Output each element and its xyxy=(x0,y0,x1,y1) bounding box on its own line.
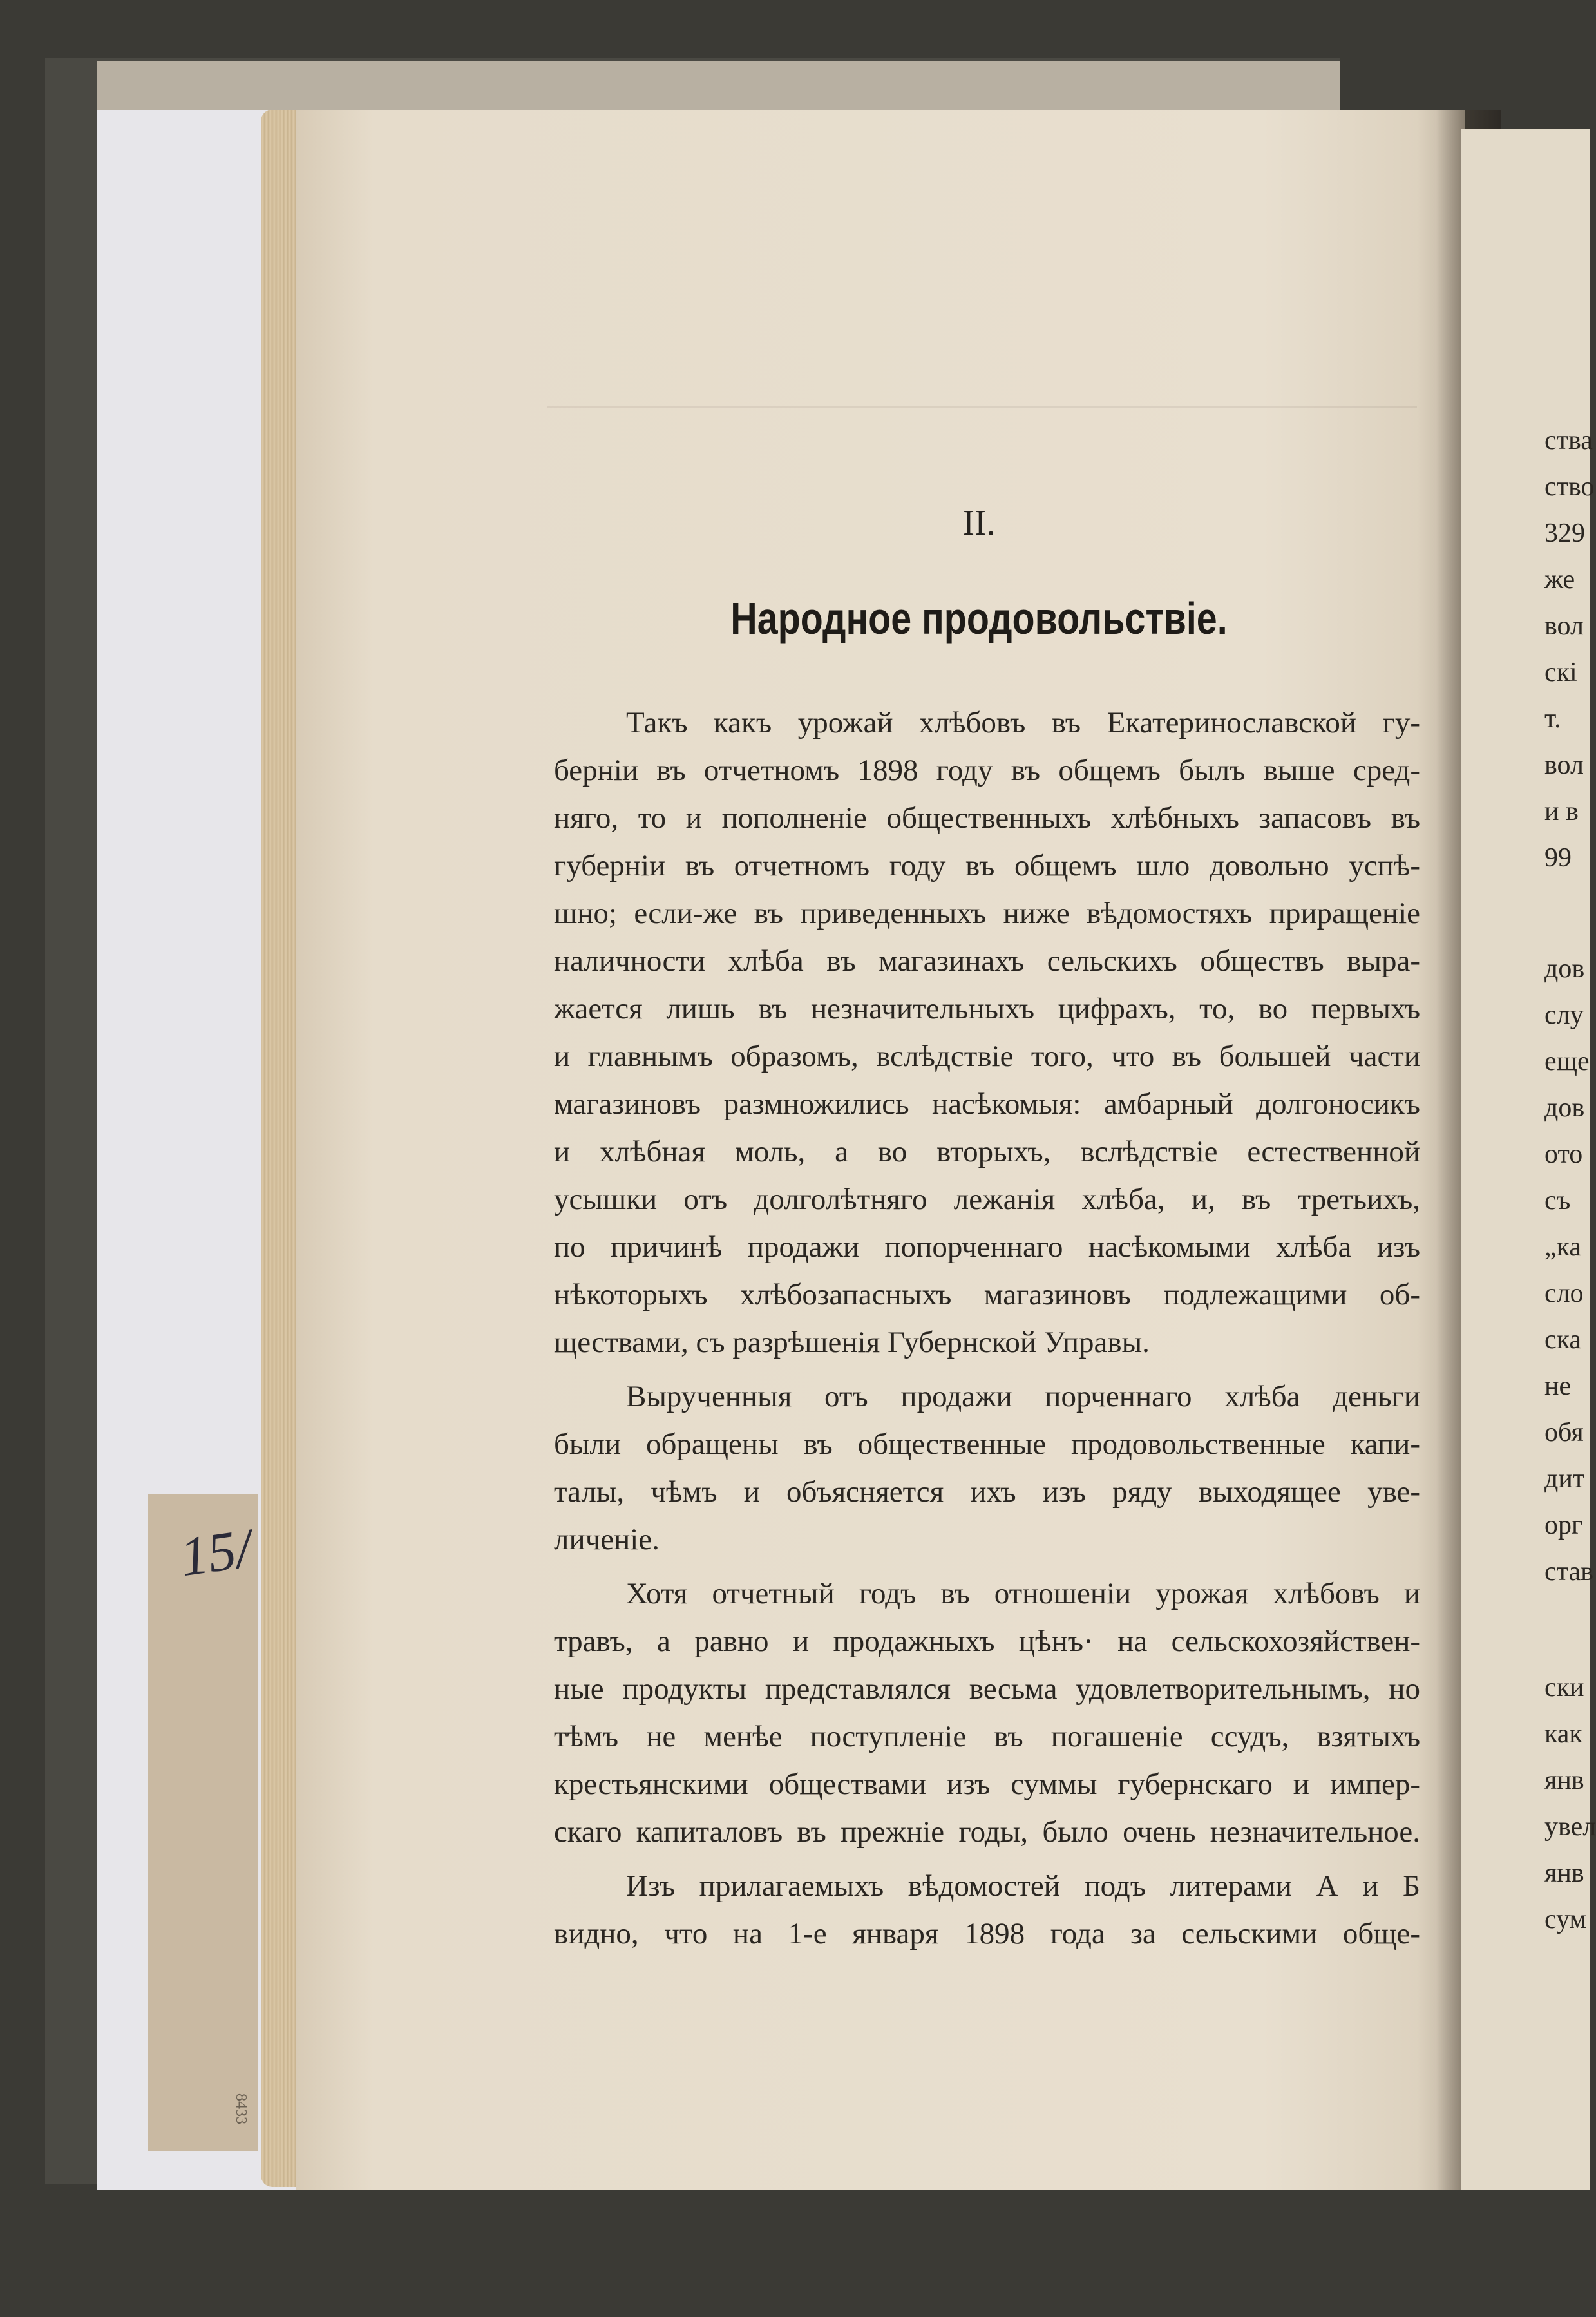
text-line: берніи въ отчетномъ 1898 году въ общемъ былъ выше сред- xyxy=(554,754,1420,787)
text-line: магазиновъ размножились насѣкомыя: амбарный долгоносикъ xyxy=(554,1087,1420,1121)
text-line: по причинѣ продажи попорченнаго насѣкомыми хлѣба изъ xyxy=(554,1230,1420,1264)
text-line: усышки отъ долголѣтняго лежанія хлѣба, и, въ третьихъ, xyxy=(554,1183,1420,1216)
right-page-fragment: и в xyxy=(1544,797,1579,826)
right-page-fragment: 99 xyxy=(1544,843,1572,873)
right-page-fragment: съ xyxy=(1544,1186,1571,1216)
text-line: ществами, съ разрѣшенія Губернской Управы. xyxy=(554,1326,1150,1359)
right-page-fragment: вол xyxy=(1544,750,1584,780)
body-text xyxy=(554,699,1420,1958)
text-line: видно, что на 1-е января 1898 года за сельскими обще- xyxy=(554,1917,1420,1950)
text-line: личеніе. xyxy=(554,1523,660,1556)
right-page-fragment: как xyxy=(1544,1719,1582,1749)
right-page-fragment: вол xyxy=(1544,611,1584,641)
book-board xyxy=(97,61,1340,110)
right-page-fragment: же xyxy=(1544,565,1575,595)
text-line: шно; если-же въ приведенныхъ ниже вѣдомостяхъ приращеніе xyxy=(554,897,1420,930)
right-page-fragment: дит xyxy=(1544,1464,1585,1494)
right-page-fragment: скі xyxy=(1544,658,1577,687)
text-line: талы, чѣмъ и объясняется ихъ изъ ряду выходящее уве- xyxy=(554,1475,1420,1509)
text-line: Вырученныя отъ продажи порченнаго хлѣба деньги xyxy=(626,1380,1420,1413)
text-line: жается лишь въ незначительныхъ цифрахъ, то, во первыхъ xyxy=(554,992,1420,1025)
right-page-fragment: т. xyxy=(1544,704,1561,734)
right-page-fragment: „ка xyxy=(1544,1232,1582,1262)
slip-number: 15/ xyxy=(176,1516,256,1588)
right-page-fragment: сум xyxy=(1544,1905,1587,1934)
text-line: скаго капиталовъ въ прежніе годы, было очень незначительное. xyxy=(554,1815,1420,1849)
right-page-fragment: ски xyxy=(1544,1673,1584,1702)
chapter-number: II. xyxy=(962,503,996,543)
right-page-fragment: дов xyxy=(1544,954,1585,984)
text-line: тѣмъ не менѣе поступленіе въ погашеніе ссудъ, взятыхъ xyxy=(554,1720,1420,1753)
text-line: Такъ какъ урожай хлѣбовъ въ Екатеринославской гу- xyxy=(626,706,1420,739)
right-page xyxy=(1461,129,1596,2190)
right-page-fragment: слу xyxy=(1544,1000,1584,1030)
text-line: были обращены въ общественные продовольственные капи- xyxy=(554,1427,1420,1461)
right-page-fragment: не xyxy=(1544,1371,1572,1401)
text-line: и хлѣбная моль, а во вторыхъ, вслѣдствіе естественной xyxy=(554,1135,1420,1168)
text-line: и главнымъ образомъ, вслѣдствіе того, что въ большей части xyxy=(554,1040,1420,1073)
library-slip xyxy=(148,1494,258,2151)
slip-mark: 8433 xyxy=(233,2093,249,2124)
text-line: крестьянскими обществами изъ суммы губернскаго и импер- xyxy=(554,1768,1420,1801)
right-page-fragment: янв xyxy=(1544,1766,1584,1795)
right-page-fragment: 329 xyxy=(1544,519,1585,548)
text-line: ные продукты представлялся весьма удовлетворительнымъ, но xyxy=(554,1672,1420,1706)
right-page-fragment: обя xyxy=(1544,1418,1584,1447)
right-page-fragment: орг xyxy=(1544,1511,1583,1540)
right-page-fragment: еще xyxy=(1544,1047,1590,1076)
chapter-title: Народное продовольствіе. xyxy=(730,593,1228,644)
text-line: Хотя отчетный годъ въ отношеніи урожая хлѣбовъ и xyxy=(626,1577,1420,1610)
right-page-fragment: увел xyxy=(1544,1812,1596,1842)
right-page-fragment: сло xyxy=(1544,1279,1584,1308)
right-page-fragment: ска xyxy=(1544,1325,1582,1355)
right-page-fragment: ства xyxy=(1544,426,1593,455)
right-page-fragment: ото xyxy=(1544,1139,1583,1169)
text-line: нѣкоторыхъ хлѣбозапасныхъ магазиновъ подлежащими об- xyxy=(554,1278,1420,1311)
text-line: травъ, а равно и продажныхъ цѣнъ· на сельскохозяйствен- xyxy=(554,1625,1420,1658)
right-page-fragment: ство xyxy=(1544,472,1595,502)
text-line: наличности хлѣба въ магазинахъ сельскихъ обществъ выра- xyxy=(554,944,1420,978)
right-page-fragment: янв xyxy=(1544,1858,1584,1888)
text-line: губерніи въ отчетномъ году въ общемъ шло довольно успѣ- xyxy=(554,849,1420,882)
right-page-fragment: дов xyxy=(1544,1093,1585,1123)
text-line: Изъ прилагаемыхъ вѣдомостей подъ литерами А и Б xyxy=(626,1869,1420,1903)
text-line: няго, то и пополненіе общественныхъ хлѣбныхъ запасовъ въ xyxy=(554,801,1420,835)
right-page-fragment: став xyxy=(1544,1557,1593,1587)
